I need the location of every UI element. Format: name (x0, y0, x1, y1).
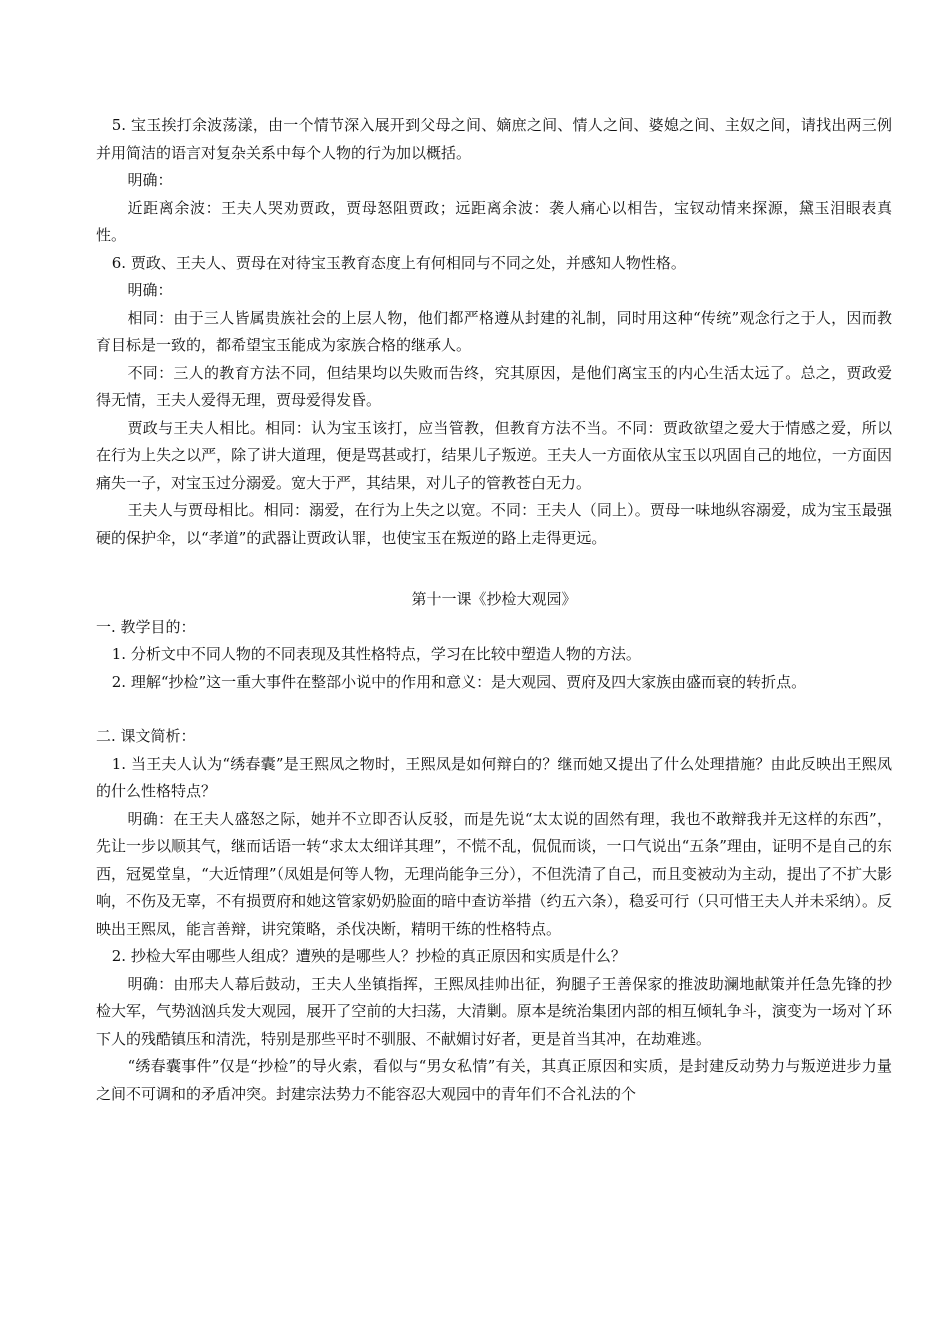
answer-label: 明确： (127, 171, 173, 189)
section-heading: 二. 课文简析： (96, 727, 196, 745)
lesson-title: 第十一课《抄检大观园》 (411, 590, 577, 608)
answer-paragraph: “绣春囊事件”仅是“抄检”的导火索，看似与“男女私情”有关，其真正原因和实质，是封建反动势力与叛逆进步力量之间不可调和的矛盾冲突。封建宗法势力不能容忍大观园中的青年们不合礼法的个 (96, 1057, 892, 1103)
question-6: 6. 贾政、王夫人、贾母在对待宝玉教育态度上有何相同与不同之处，并感知人物性格。 (111, 253, 686, 272)
question-5: 5. 宝玉挨打余波荡漾，由一个情节深入展开到父母之间、嫡庶之间、情人之间、婆媳之间、主奴之间，请找出两三例并用简洁的语言对复杂关系中每个人物的行为加以概括。 (96, 116, 892, 162)
goal-item: 2. 理解“抄检”这一重大事件在整部小说中的作用和意义：是大观园、贾府及四大家族由盛而衰的转折点。 (111, 672, 807, 691)
answer-paragraph: 近距离余波：王夫人哭劝贾政，贾母怒阻贾政；远距离余波：袭人痛心以相告，宝钗动情来探源，黛玉泪眼表真性。 (96, 198, 892, 244)
section-heading: 一. 教学目的： (96, 617, 196, 636)
answer-paragraph: 明确：在王夫人盛怒之际，她并不立即否认反驳，而是先说“太太说的固然有理，我也不敢辩我并无这样的东西”，先让一步以顺其气，继而话语一转“求太太细详其理”，不慌不乱，侃侃而谈，一口气说出“五条”理由，证明不是自己的东西，冠冕堂皇，“大近情理”（凤姐是何等人物，无理尚能争三分），不但洗清了自己，而且变被动为主动，提出了不扩大影响，不伤及无辜，不有损贾府和她这管家奶奶脸面的暗中查访举措（约五六条），稳妥可行（只可惜王夫人并未采纳）。反映出王熙凤，能言善辩，讲究策略，杀伐决断，精明干练的性格特点。 (96, 809, 892, 938)
answer-label: 明确： (127, 281, 173, 299)
analysis-question-1: 1. 当王夫人认为“绣春囊”是王熙凤之物时，王熙凤是如何辩白的？继而她又提出了什么处理措施？由此反映出王熙凤的什么性格特点？ (96, 754, 892, 800)
answer-paragraph: 相同：由于三人皆属贵族社会的上层人物，他们都严格遵从封建的礼制，同时用这种“传统”观念行之于人，因而教育目标是一致的，都希望宝玉能成为家族合格的继承人。 (96, 308, 892, 354)
document-page (96, 112, 892, 1108)
analysis-question-2: 2. 抄检大军由哪些人组成？遭殃的是哪些人？抄检的真正原因和实质是什么？ (111, 947, 626, 965)
answer-paragraph: 贾政与王夫人相比。相同：认为宝玉该打，应当管教，但教育方法不当。不同：贾政欲望之爱大于情感之爱，所以在行为上失之以严，除了讲大道理，便是骂甚或打，结果儿子叛逆。王夫人一方面依从宝玉以巩固自己的地位，一方面因痛失一子，对宝玉过分溺爱。宽大于严，其结果，对儿子的管教苍白无力。 (96, 418, 892, 492)
answer-paragraph: 明确：由邢夫人幕后鼓动，王夫人坐镇指挥，王熙凤挂帅出征，狗腿子王善保家的推波助澜地献策并任急先锋的抄检大军，气势汹汹兵发大观园，展开了空前的大扫荡，大清剿。原本是统治集团内部的相互倾轧争斗，演变为一场对丫环下人的残酷镇压和清洗，特别是那些平时不驯服、不献媚讨好者，更是首当其冲，在劫难逃。 (96, 974, 892, 1048)
goal-item: 1. 分析文中不同人物的不同表现及其性格特点，学习在比较中塑造人物的方法。 (111, 645, 641, 663)
answer-paragraph: 不同：三人的教育方法不同，但结果均以失败而告终，究其原因，是他们离宝玉的内心生活太远了。总之，贾政爱得无情，王夫人爱得无理，贾母爱得发昏。 (96, 363, 892, 409)
blank-line (96, 696, 892, 723)
answer-paragraph: 王夫人与贾母相比。相同：溺爱，在行为上失之以宽。不同：王夫人（同上）。贾母一味地纵容溺爱，成为宝玉最强硬的保护伞，以“孝道”的武器让贾政认罪，也使宝玉在叛逆的路上走得更远。 (96, 501, 892, 547)
